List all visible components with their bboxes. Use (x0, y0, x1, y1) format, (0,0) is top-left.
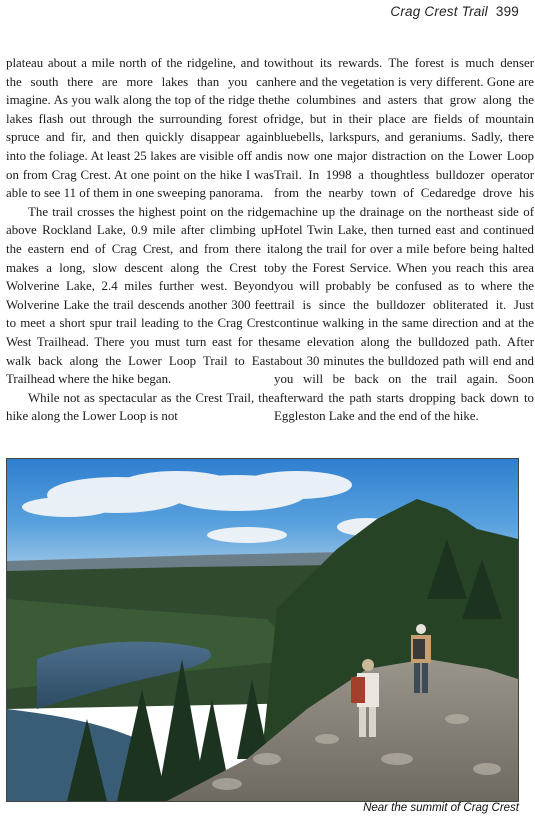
paragraph: The trail crosses the highest point on the ridge above Rockland Lake, 0.9 mile after climbing up the eastern end of Crag Crest, and from there it makes a long, slow descent along the Crest to Wolverine Lake, 2.4 miles further west. Beyond Wolverine Lake the trail descends another 300 feet to meet a short spur trail leading to the Crag Crest West Trailhead. There you must turn east for the walk back along the Lower Loop Trail to East Trailhead where the hike began. (6, 204, 274, 387)
left-text-column (6, 54, 274, 426)
hikers-photo (6, 458, 519, 802)
right-text-column (274, 54, 534, 426)
paragraph: without its rewards. The forest is much denser here and the vegetation is very different. Gone are the columbines and asters that grow along the ridge, but in their place are fields of mountain bluebells, larkspurs, and geraniums. Sadly, there is now one major distraction on the Lower Loop Trail. In 1998 a thoughtless bulldozer operator from the nearby town of Cedaredge drove his machine up the drainage on the northeast side of Hotel Twin Lake, then turned east and continued along the trail for over a mile before being halted by the Forest Service. When you reach this area you will probably be confused as to where the trail is since the bulldozer obliterated it. Just continue walking in the same direction and at the same elevation along the bulldozed path. After about 30 minutes the bulldozed path will end and you will be back on the trail again. Soon afterward the path starts dropping back down to Eggleston Lake and the end of the hike. (274, 56, 534, 424)
paragraph: While not as spectacular as the Crest Trail, the hike along the Lower Loop is not (6, 390, 274, 424)
chapter-title: Crag Crest Trail (390, 4, 488, 19)
paragraph: plateau about a mile north of the ridgeline, and to the south there are more lakes than you can imagine. As you walk along the top of the ridge the lakes flash out through the surrounding forest of spruce and fir, and then quickly disappear again into the foliage. At least 25 lakes are visible off and on from Crag Crest. At one point on the hike I was able to see 11 of them in one sweeping panorama. (6, 56, 274, 201)
running-head (390, 4, 519, 19)
photo-caption: Near the summit of Crag Crest (363, 802, 519, 814)
page-number: 399 (495, 4, 519, 19)
mountain-ridge-illustration (7, 459, 518, 801)
